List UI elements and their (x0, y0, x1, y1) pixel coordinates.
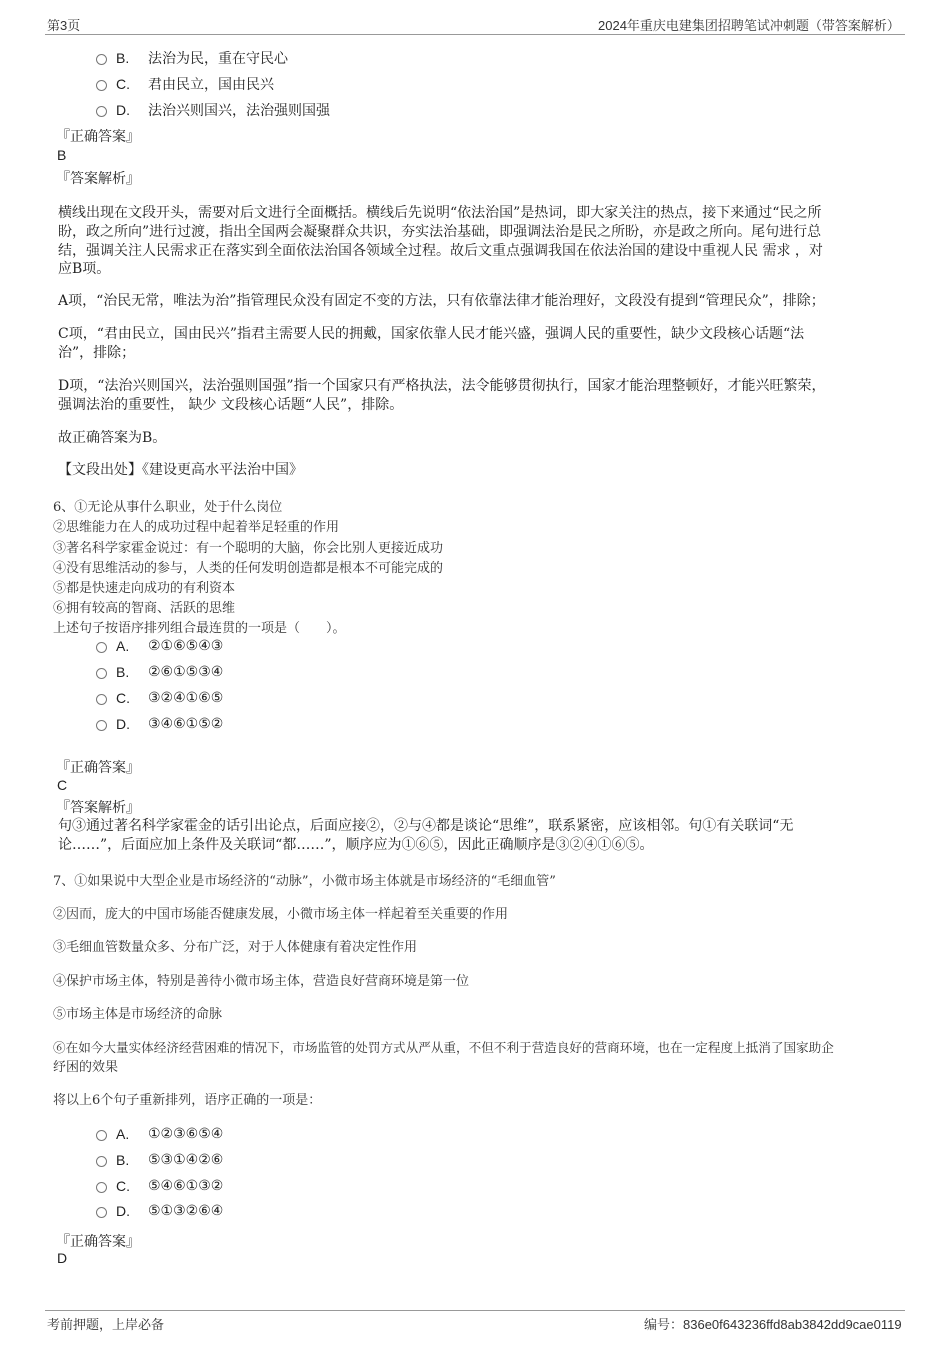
q5-answer-heading: 『正确答案』 (56, 129, 140, 145)
q6-option-d[interactable]: D. ③④⑥①⑤② (96, 716, 223, 732)
q5-analysis-line: 结，强调关注人民需求正在落实到全面依法治国各领域全过程。故后文重点强调我国在依法治国的建设中重视人民 需求 ，对 (58, 243, 823, 259)
q5-answer: B (57, 147, 67, 163)
serial-value: 836e0f643236ffd8ab3842dd9cae0119 (683, 1317, 902, 1332)
radio-icon[interactable] (96, 1130, 107, 1141)
radio-icon[interactable] (96, 1207, 107, 1218)
radio-icon[interactable] (96, 106, 107, 117)
radio-icon[interactable] (96, 1182, 107, 1193)
q7-prompt: 将以上6个句子重新排列，语序正确的一项是： (53, 1093, 322, 1108)
q6-analysis-heading: 『答案解析』 (56, 800, 140, 816)
header-divider (45, 34, 905, 35)
q6-answer-heading: 『正确答案』 (56, 760, 140, 776)
q7-answer-heading: 『正确答案』 (56, 1234, 140, 1250)
radio-icon[interactable] (96, 694, 107, 705)
q7-sentence: 纾困的效果 (53, 1060, 119, 1075)
q5-analysis-option-a: A项，“治民无常，唯法为治”指管理民众没有固定不变的方法，只有依靠法律才能治理好，文段没有提到“管理民众”，排除； (58, 293, 825, 309)
q6-analysis-line: 句③通过著名科学家霍金的话引出论点，后面应接②，②与④都是谈论“思维”，联系紧密，应该相邻。句①有关联词“无 (58, 818, 794, 834)
q6-sentence: ②思维能力在人的成功过程中起着举足轻重的作用 (53, 520, 340, 535)
q5-analysis-heading: 『答案解析』 (56, 171, 140, 187)
q6-option-b[interactable]: B. ②⑥①⑤③④ (96, 664, 223, 680)
q5-option-b[interactable]: B. 法治为民，重在守民心 (96, 48, 288, 68)
radio-icon[interactable] (96, 720, 107, 731)
radio-icon[interactable] (96, 1156, 107, 1167)
q6-analysis-line: 论……”，后面应加上条件及关联词“都……”，顺序应为①⑥⑤，因此正确顺序是③②④①⑥⑤。 (58, 837, 654, 853)
q5-source: 【文段出处】《建设更高水平法治中国》 (58, 462, 303, 478)
q5-option-d[interactable]: D. 法治兴则国兴，法治强则国强 (96, 100, 330, 120)
q7-option-d[interactable]: D. ⑤①③②⑥④ (96, 1203, 223, 1219)
q5-analysis-line: 应B项。 (58, 261, 111, 277)
footer-slogan: 考前押题，上岸必备 (47, 1317, 165, 1332)
radio-icon[interactable] (96, 642, 107, 653)
radio-icon[interactable] (96, 80, 107, 91)
radio-icon[interactable] (96, 54, 107, 65)
serial-label: 编号： (644, 1317, 684, 1332)
q6-option-a[interactable]: A. ②①⑥⑤④③ (96, 638, 223, 654)
q7-sentence: ④保护市场主体，特别是善待小微市场主体，营造良好营商环境是第一位 (53, 974, 470, 989)
q7-option-c[interactable]: C. ⑤④⑥①③② (96, 1178, 223, 1194)
q6-sentence: ③著名科学家霍金说过：有一个聪明的大脑，你会比别人更接近成功 (53, 541, 444, 556)
page-number: 第3页 (47, 18, 81, 33)
q6-option-c[interactable]: C. ③②④①⑥⑤ (96, 690, 223, 706)
q7-sentence: ⑥在如今大量实体经济经营困难的情况下，市场监管的处罚方式从严从重，不但不利于营造良好的营商环境，也在一定程度上抵消了国家助企 (53, 1040, 834, 1055)
q7-sentence: ③毛细血管数量众多、分布广泛，对于人体健康有着决定性作用 (53, 940, 418, 955)
q5-analysis-option-d: D项，“法治兴则国兴，法治强则国强”指一个国家只有严格执法，法令能够贯彻执行，国家才能治理整顿好，才能兴旺繁荣， (58, 378, 826, 394)
q5-option-c[interactable]: C. 君由民立，国由民兴 (96, 74, 274, 94)
q7-option-a[interactable]: A. ①②③⑥⑤④ (96, 1126, 223, 1142)
q6-sentence: ④没有思维活动的参与，人类的任何发明创造都是根本不可能完成的 (53, 561, 444, 576)
document-title: 2024年重庆电建集团招聘笔试冲刺题（带答案解析） (598, 18, 900, 33)
q7-sentence: 7、①如果说中大型企业是市场经济的“动脉”，小微市场主体就是市场经济的“毛细血管” (53, 874, 556, 889)
q6-sentence: 6、①无论从事什么职业，处于什么岗位 (53, 500, 283, 515)
q5-analysis-option-c: 治”，排除； (58, 345, 136, 361)
q7-answer: D (57, 1250, 68, 1266)
q6-answer: C (57, 777, 68, 793)
q6-sentence: ⑤都是快速走向成功的有利资本 (53, 581, 236, 596)
footer-divider (45, 1310, 905, 1311)
q5-analysis-option-d: 强调法治的重要性， 缺少 文段核心话题“人民”，排除。 (58, 397, 404, 413)
q7-option-b[interactable]: B. ⑤③①④②⑥ (96, 1152, 223, 1168)
q5-conclusion: 故正确答案为B。 (58, 430, 167, 446)
footer-serial (644, 1314, 902, 1333)
q5-analysis-line: 横线出现在文段开头，需要对后文进行全面概括。横线后先说明“依法治国”是热词，即大家关注的热点，接下来通过“民之所 (58, 205, 822, 221)
radio-icon[interactable] (96, 668, 107, 679)
q6-prompt: 上述句子按语序排列组合最连贯的一项是（ ）。 (53, 621, 346, 636)
q5-analysis-option-c: C项，“君由民立，国由民兴”指君主需要人民的拥戴，国家依靠人民才能兴盛，强调人民的重要性，缺少文段核心话题“法 (58, 326, 805, 342)
q6-sentence: ⑥拥有较高的智商、活跃的思维 (53, 601, 236, 616)
q5-analysis-line: 盼，政之所向”进行过渡，指出全国两会凝聚群众共识，夯实法治基础，即强调法治是民之所盼，亦是政之所向。尾句进行总 (58, 224, 822, 240)
q7-sentence: ②因而，庞大的中国市场能否健康发展，小微市场主体一样起着至关重要的作用 (53, 907, 509, 922)
q7-sentence: ⑤市场主体是市场经济的命脉 (53, 1007, 223, 1022)
